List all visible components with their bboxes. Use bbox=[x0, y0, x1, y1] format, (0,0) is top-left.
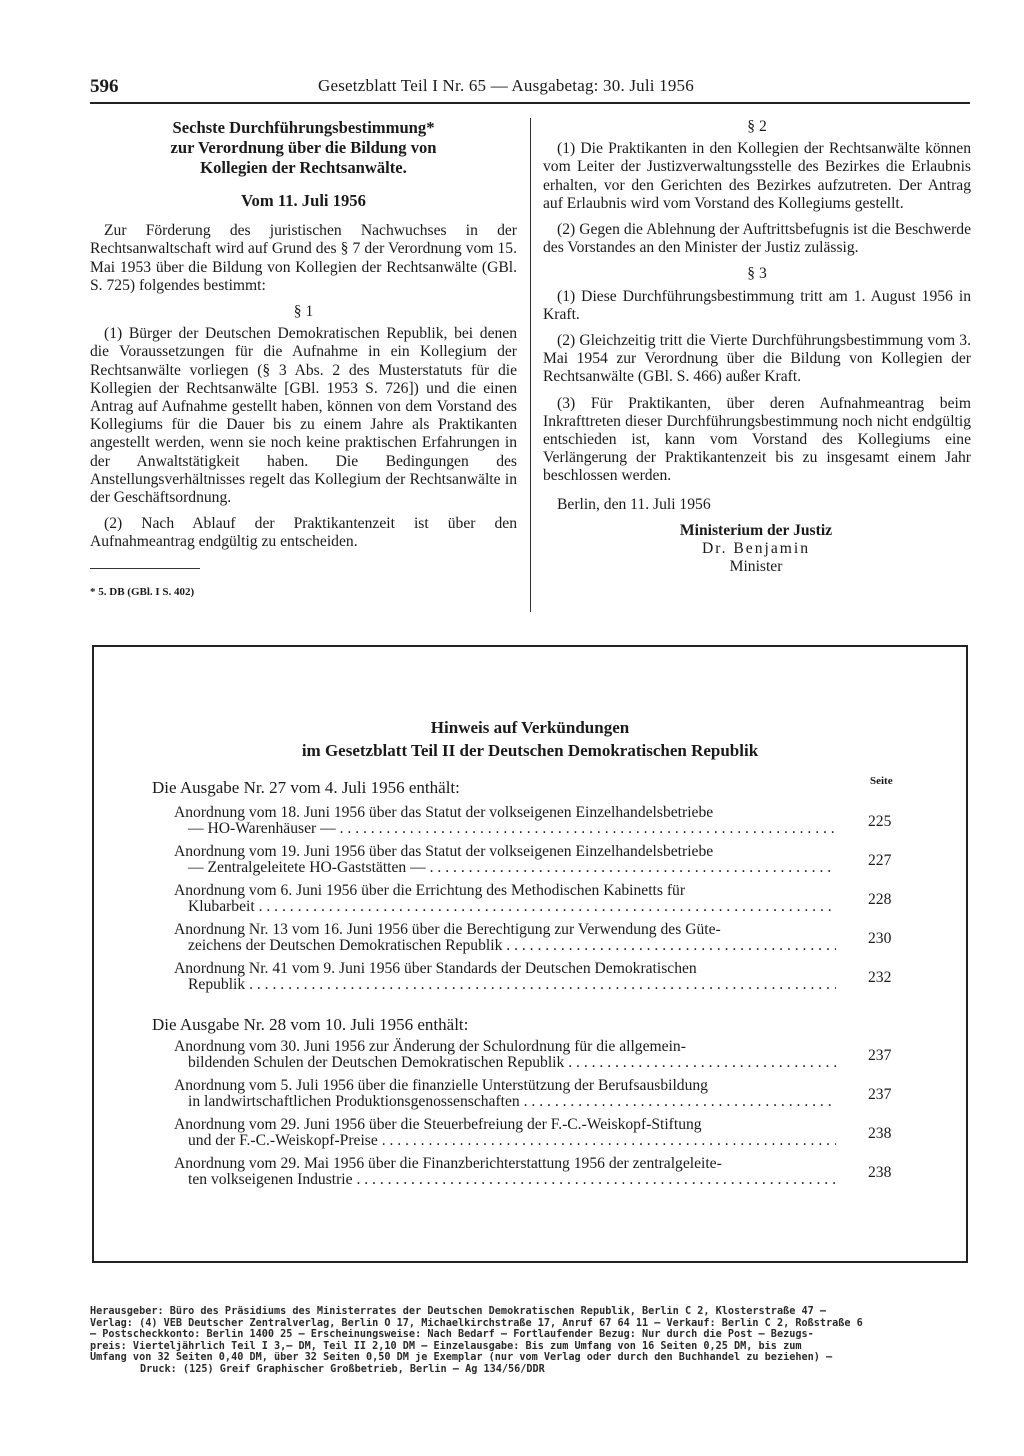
toc-page-number: 232 bbox=[868, 969, 892, 986]
signer-title: Minister bbox=[729, 558, 783, 576]
toc-page-number: 228 bbox=[868, 891, 892, 908]
toc-entry: Anordnung vom 5. Juli 1956 über die finanzielle Unterstützung der Berufsausbildung in landwirtschaftlichen Produktionsgenossenschaften . . . 237 bbox=[174, 1078, 836, 1110]
toc-entry: Anordnung vom 29. Juni 1956 über die Steuerbefreiung der F.-C.-Weiskopf-Stiftung und der F.-C.-Weiskopf-Preise . . . 238 bbox=[174, 1117, 836, 1149]
place-date: Berlin, den 11. Juli 1956 bbox=[557, 495, 711, 513]
imprint-line: Umfang von 32 Seiten 0,40 DM, über 32 Seiten 0,50 DM je Exemplar (nur vom Verlag oder durch den Buchhandel zu beziehen) — bbox=[90, 1352, 833, 1364]
footnote: * 5. DB (GBl. I S. 402) bbox=[90, 585, 195, 598]
notice-title-1: Hinweis auf Verkündungen bbox=[430, 718, 630, 737]
toc-entry: Anordnung vom 18. Juni 1956 über das Statut der volkseigenen Einzelhandelsbetriebe — HO-Warenhäuser — . . . 225 bbox=[174, 805, 836, 837]
section-1-heading: § 1 bbox=[293, 303, 314, 321]
toc-page-number: 237 bbox=[868, 1047, 892, 1064]
toc-page-number: 227 bbox=[868, 852, 892, 869]
signer-name: Dr. Benjamin bbox=[701, 540, 811, 558]
notice-title-2: im Gesetzblatt Teil II der Deutschen Demokratischen Republik bbox=[301, 741, 759, 760]
ministry-name: Ministerium der Justiz bbox=[679, 521, 833, 539]
toc-page-number: 238 bbox=[868, 1125, 892, 1142]
preamble: Zur Förderung des juristischen Nachwuchses in der Rechtsanwaltschaft wird auf Grund des § 7 der Verordnung vom 15. Mai 1953 über die Bildung von Kollegien der Rechtsanwälte (GBl. S. 725) folgendes bestimmt: bbox=[90, 222, 517, 294]
left-column bbox=[90, 118, 517, 601]
toc-page-number: 230 bbox=[868, 930, 892, 947]
section-3-heading: § 3 bbox=[747, 265, 767, 283]
toc-page-number: 237 bbox=[868, 1086, 892, 1103]
gazette-title: Gesetzblatt Teil I Nr. 65 — Ausgabetag: 30. Juli 1956 bbox=[318, 76, 694, 95]
toc-entry: Anordnung Nr. 13 vom 16. Juni 1956 über die Berechtigung zur Verwendung des Güte- zeichens der Deutschen Demokratischen Republik . . . 230 bbox=[174, 922, 836, 954]
page-header bbox=[90, 74, 970, 104]
issue-28-heading: Die Ausgabe Nr. 28 vom 10. Juli 1956 enthält: bbox=[152, 1015, 469, 1034]
toc-page-number: 225 bbox=[868, 813, 892, 830]
regulation-heading-2: zur Verordnung über die Bildung von bbox=[170, 138, 437, 157]
section-2-para-1: (1) Die Praktikanten in den Kollegien der Rechtsanwälte können vom Leiter der Justizverwaltungsstelle des Bezirkes die Erlaubnis erhalten, vor den Gerichten des Bezirkes aufzutreten. Der Antrag auf Erlaubnis wird vom Vorstand des Kollegiums gestellt. bbox=[543, 140, 971, 212]
imprint-line: — Postscheckkonto: Berlin 1400 25 — Erscheinungsweise: Nach Bedarf — Fortlaufender Bezug: Nur durch die Post — Bezugs- bbox=[90, 1329, 814, 1341]
toc-entry: Anordnung vom 29. Mai 1956 über die Finanzberichterstattung 1956 der zentralgeleite- ten volkseigenen Industrie . . . 238 bbox=[174, 1156, 836, 1188]
toc-page-number: 238 bbox=[868, 1164, 892, 1181]
right-column bbox=[543, 118, 971, 576]
imprint-line: Druck: (125) Greif Graphischer Großbetrieb, Berlin — Ag 134/56/DDR bbox=[140, 1363, 545, 1375]
page-number: 596 bbox=[90, 76, 119, 97]
section-3-para-1: (1) Diese Durchführungsbestimmung tritt am 1. August 1956 in Kraft. bbox=[543, 287, 971, 323]
section-1-para-1: (1) Bürger der Deutschen Demokratischen Republik, bei denen die Voraussetzungen für die Aufnahme in ein Kollegium der Rechtsanwälte vorliegen (§ 3 Abs. 2 des Musterstatuts für die Kollegien der Rechtsanwälte [GBl. 1953 S. 726]) und die einen Antrag auf Aufnahme gestellt haben, können von dem Vorstand des Kollegiums für die Dauer bis zu einem Jahre als Praktikanten angestellt werden, wenn sie noch keine praktischen Erfahrungen in der Anwaltstätigkeit haben. Die Bedingungen des Anstellungsverhältnisses regelt das Kollegium der Rechtsanwälte in der Geschäftsordnung. bbox=[90, 325, 517, 507]
imprint-line: Herausgeber: Büro des Präsidiums des Ministerrates der Deutschen Demokratischen Republik, Berlin C 2, Klosterstraße 47 — bbox=[90, 1306, 827, 1317]
toc-entry: Anordnung Nr. 41 vom 9. Juni 1956 über Standards der Deutschen Demokratischen Republik . . . 232 bbox=[174, 961, 836, 993]
issue-27-heading: Die Ausgabe Nr. 27 vom 4. Juli 1956 enthält: bbox=[152, 778, 460, 797]
toc-entry: Anordnung vom 30. Juni 1956 zur Änderung der Schulordnung für die allgemein- bildenden Schulen der Deutschen Demokratischen Republik . . . 237 bbox=[174, 1039, 836, 1071]
section-3-para-2: (2) Gleichzeitig tritt die Vierte Durchführungsbestimmung vom 3. Mai 1954 zur Verordnung über die Bildung von Kollegien der Rechtsanwälte (GBl. S. 466) außer Kraft. bbox=[543, 332, 971, 386]
notice-box bbox=[92, 645, 968, 1263]
imprint-line: preis: Vierteljährlich Teil I 3,— DM, Teil II 2,10 DM — Einzelausgabe: Bis zum Umfang von 16 Seiten 0,25 DM, bis zum bbox=[90, 1340, 802, 1352]
regulation-heading-1: Sechste Durchführungsbestimmung* bbox=[172, 118, 435, 137]
imprint-line: Verlag: (4) VEB Deutscher Zentralverlag, Berlin O 17, Michaelkirchstraße 17, Anruf 67 64 11 — Verkauf: Berlin C 2, Roßstraße 6 bbox=[90, 1317, 863, 1329]
toc-entry: Anordnung vom 6. Juni 1956 über die Errichtung des Methodischen Kabinetts für Klubarbeit . . . 228 bbox=[174, 883, 836, 915]
regulation-date: Vom 11. Juli 1956 bbox=[241, 191, 366, 210]
section-3-para-3: (3) Für Praktikanten, über deren Aufnahmeantrag beim Inkrafttreten dieser Durchführungsbestimmung noch nicht endgültig entschieden ist, kann vom Vorstand des Kollegiums eine Verlängerung der Praktikantenzeit bis zu insgesamt einem Jahr beschlossen werden. bbox=[543, 394, 971, 485]
page-column-label: Seite bbox=[870, 775, 893, 787]
footnote-rule bbox=[90, 568, 200, 569]
section-2-para-2: (2) Gegen die Ablehnung der Auftrittsbefugnis ist die Beschwerde des Vorstandes an den Minister der Justiz zulässig. bbox=[543, 221, 971, 257]
regulation-heading-3: Kollegien der Rechtsanwälte. bbox=[200, 158, 407, 177]
publisher-imprint bbox=[90, 1306, 970, 1376]
toc-entry: Anordnung vom 19. Juni 1956 über das Statut der volkseigenen Einzelhandelsbetriebe — Zentralgeleitete HO-Gaststätten — . . . 227 bbox=[174, 844, 836, 876]
column-divider bbox=[530, 118, 531, 612]
section-2-heading: § 2 bbox=[747, 118, 767, 135]
section-1-para-2: (2) Nach Ablauf der Praktikantenzeit ist über den Aufnahmeantrag endgültig zu entscheiden. bbox=[90, 515, 517, 551]
signature-block bbox=[671, 522, 841, 577]
